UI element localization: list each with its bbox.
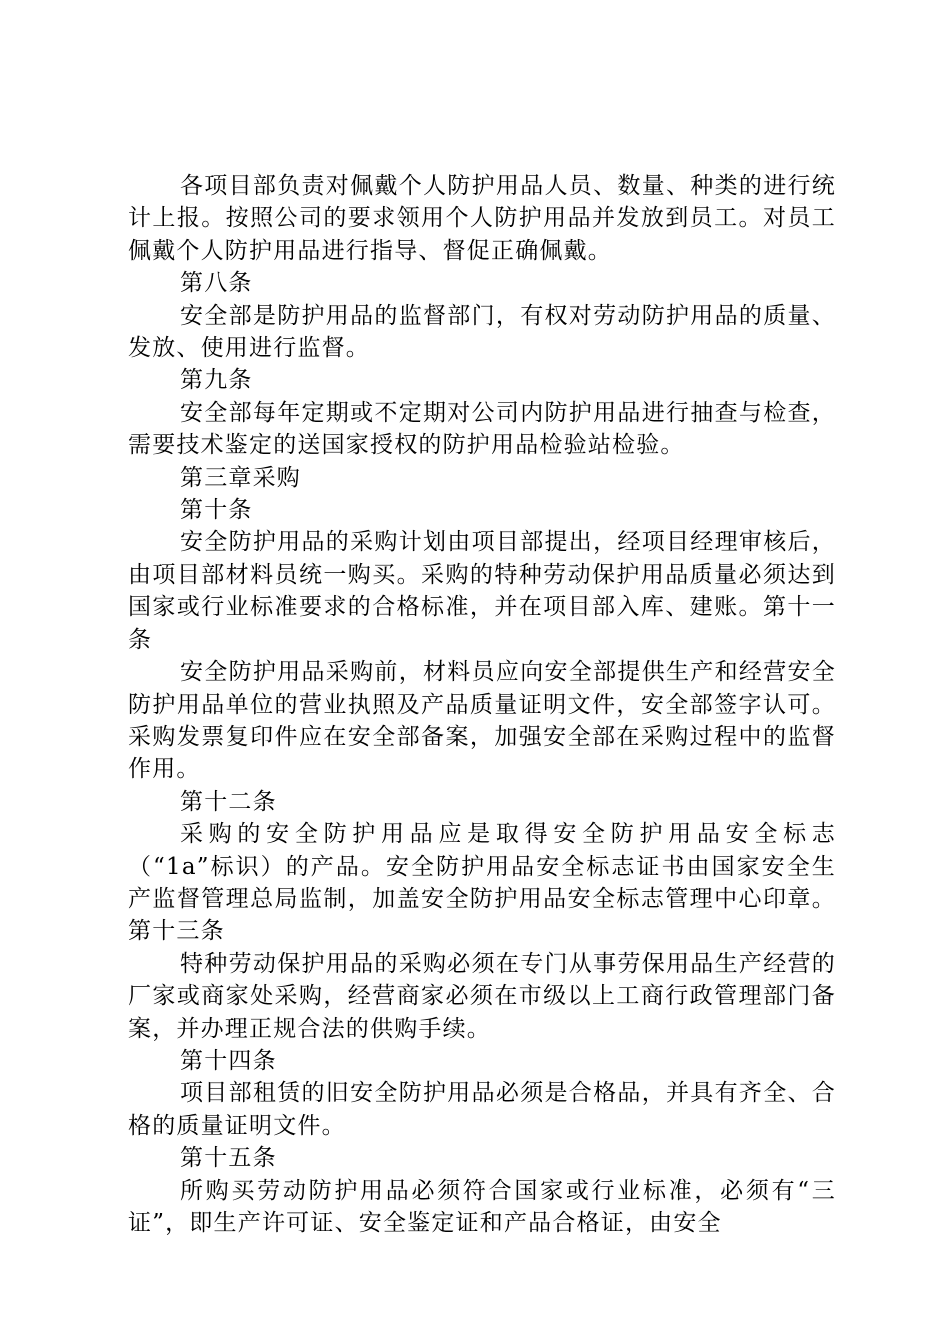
- article-14-heading: 第十四条: [180, 1047, 277, 1074]
- paragraph-article-8: 安全部是防护用品的监督部门，有权对劳动防护用品的质量、发放、使用进行监督。: [128, 302, 836, 362]
- chapter-3-heading: 第三章采购: [180, 464, 301, 491]
- article-10-heading: 第十条: [180, 497, 253, 524]
- article-9-heading: 第九条: [180, 367, 253, 394]
- paragraph-article-15: 所购买劳动防护用品必须符合国家或行业标准，必须有“三证”，即生产许可证、安全鉴定证和产品合格证，由安全: [128, 1177, 836, 1236]
- paragraph-article-9: 安全部每年定期或不定期对公司内防护用品进行抽查与检查，需要技术鉴定的送国家授权的防护用品检验站检验。: [128, 399, 836, 459]
- paragraph-article-11: 安全防护用品采购前，材料员应向安全部提供生产和经营安全防护用品单位的营业执照及产品质量证明文件，安全部签字认可。采购发票复印件应在安全部备案，加强安全部在采购过程中的监督作用。: [128, 659, 836, 783]
- article-8-heading: 第八条: [180, 270, 253, 297]
- document-body: [128, 170, 836, 1239]
- paragraph-article-13: 特种劳动保护用品的采购必须在专门从事劳保用品生产经营的厂家或商家处采购，经营商家必须在市级以上工商行政管理部门备案，并办理正规合法的供购手续。: [128, 950, 836, 1042]
- article-15-heading: 第十五条: [180, 1145, 277, 1172]
- paragraph-article-14: 项目部租赁的旧安全防护用品必须是合格品，并具有齐全、合格的质量证明文件。: [128, 1080, 836, 1139]
- article-12-heading: 第十二条: [180, 788, 277, 815]
- paragraph-article-10: 安全防护用品的采购计划由项目部提出，经项目经理审核后，由项目部材料员统一购买。采购的特种劳动保护用品质量必须达到国家或行业标准要求的合格标准，并在项目部入库、建账。第十一条: [128, 529, 836, 653]
- paragraph-article-12: 采购的安全防护用品应是取得安全防护用品安全标志（“1a”标识）的产品。安全防护用品安全标志证书由国家安全生产监督管理总局监制，加盖安全防护用品安全标志管理中心印章。第十三条: [128, 821, 836, 945]
- paragraph-responsibility: 各项目部负责对佩戴个人防护用品人员、数量、种类的进行统计上报。按照公司的要求领用个人防护用品并发放到员工。对员工佩戴个人防护用品进行指导、督促正确佩戴。: [128, 173, 836, 264]
